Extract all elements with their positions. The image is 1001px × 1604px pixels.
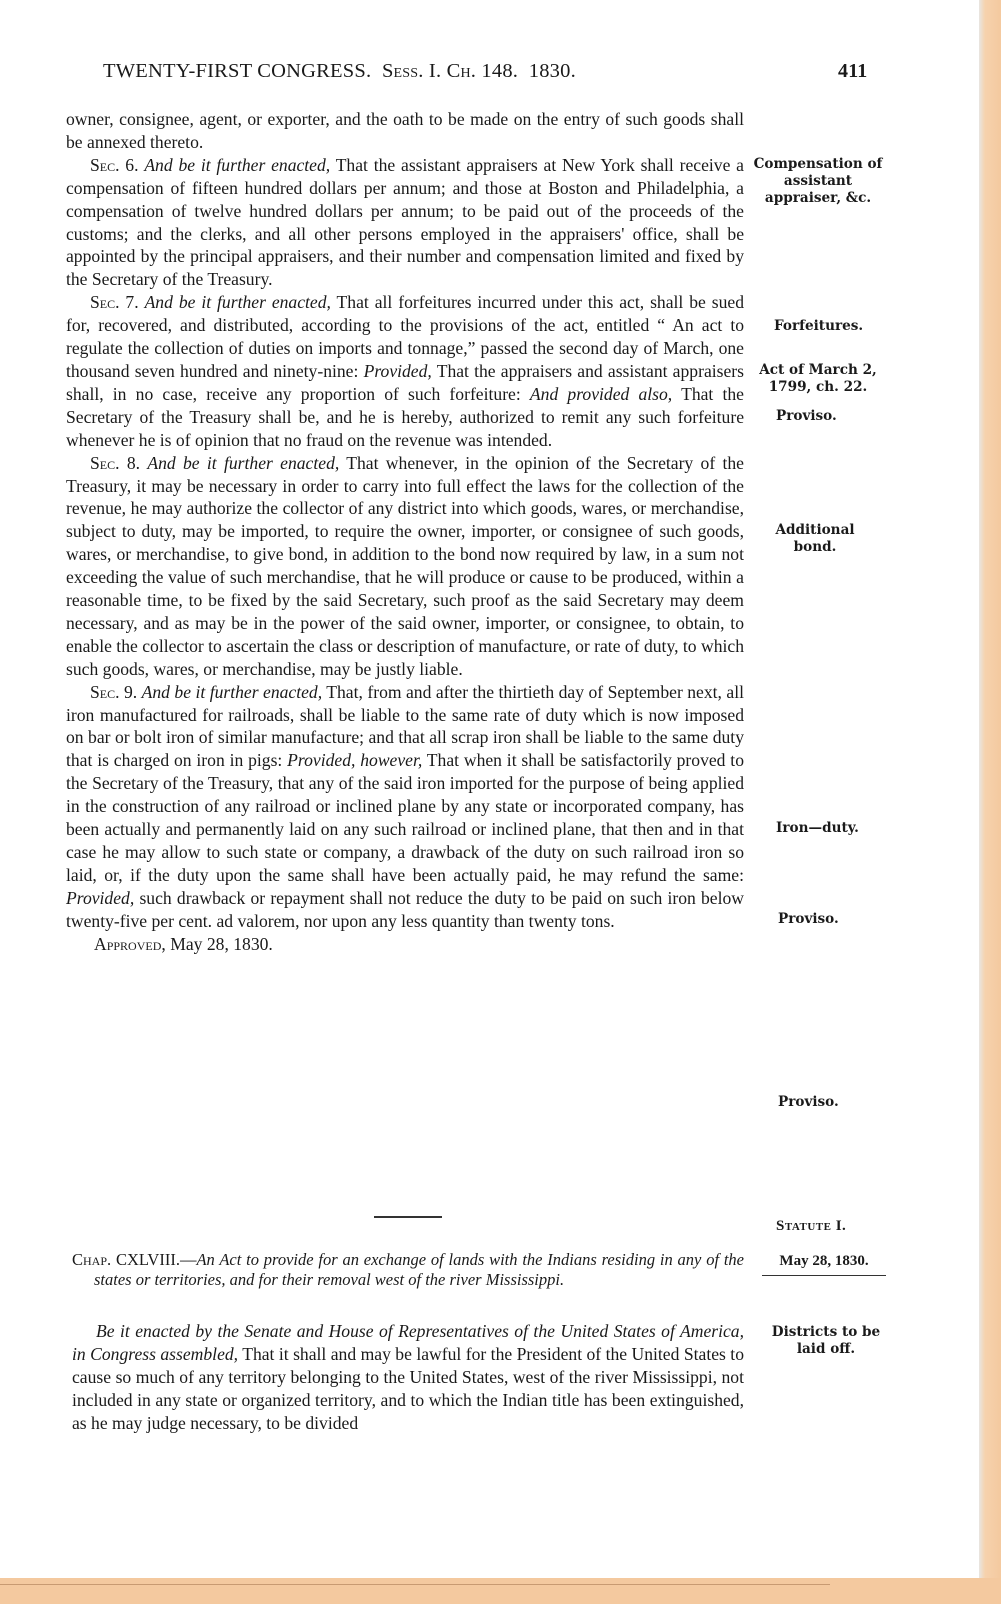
page-number: 411: [838, 60, 868, 82]
header-year: 1830.: [528, 60, 576, 82]
enacting-phrase: And be it further enacted,: [144, 292, 331, 313]
chapter-heading: [72, 1250, 744, 1290]
section-text: That whenever, in the opinion of the Secretary of the Treasury, it may be necessary in order to carry into full effect the laws for the collection of the revenue, he may authorize the collector of any district into which goods, wares, or merchandise, subject to duty, may be imported, to require the owner, importer, or consignee of such goods, wares, or merchandise, to give bond, in addition to the bond now required by law, in a sum not exceeding the value of such merchandise, that he will produce or cause to be produced, within a reasonable time, to be fixed by the said Secretary, such proof as the said Secretary may deem necessary, and as may be in the power of the said owner, importer, or consignee, to obtain, to enable the collector to ascertain the class or description of manufacture, or rate of duty, to which such goods, wares, or merchandise, may be justly liable.: [66, 452, 744, 679]
enacting-clause: Be it enacted by the Senate and House of Representatives of the United States of America, in Congress assembled,: [72, 1321, 744, 1364]
margin-note-compensation: Compensation of assistant appraiser, &c.: [753, 156, 883, 206]
page-edge-right: [979, 0, 1001, 1604]
statute-date: May 28, 1830.: [762, 1253, 886, 1276]
margin-note-additional-bond: Additional bond.: [775, 522, 855, 555]
running-header: [103, 60, 893, 88]
section-text: That the assistant appraisers at New York shall receive a compensation of fifteen hundred dollars per annum; and those at Boston and Philadelphia, a compensation of twelve hundred dollars per annum; to be paid out of the proceeds of the customs; and the clerks, and all other persons employed in the appraisers' office, shall be appointed by the principal appraisers, and their number and compensation limited and fixed by the Secretary of the Treasury.: [66, 154, 744, 290]
chapter-enactment: [72, 1320, 744, 1435]
approved-date: May 28, 1830.: [170, 933, 273, 954]
chapter-title-text: An Act to provide for an exchange of lands with the Indians residing in any of the states or territories, and for their removal west of the river Mississippi.: [94, 1250, 744, 1289]
margin-note-proviso: Proviso.: [776, 408, 837, 424]
margin-note-proviso: Proviso.: [778, 911, 839, 927]
proviso-phrase: Provided,: [66, 887, 135, 908]
chapter-label: Chap. CXLVIII.—: [72, 1250, 197, 1269]
enactment-paragraph: [72, 1320, 744, 1435]
section-label: Sec. 6.: [90, 154, 139, 175]
enacting-phrase: And be it further enacted,: [144, 154, 331, 175]
approval-line: [94, 933, 744, 956]
paragraph-continuation: owner, consignee, agent, or exporter, and the oath to be made on the entry of such goods shall be annexed thereto.: [66, 109, 744, 152]
enacting-phrase: And be it further enacted,: [141, 681, 323, 702]
section-text: That all forfeitures incurred under this act, shall be sued for, recovered, and distributed, according to the provisions of the act, entitled “ An act to regulate the collection of duties on imports and tonnage,” passed the second day of March, one thousand seven hundred and ninety-nine:: [66, 292, 744, 381]
statute-label: Statute I.: [776, 1218, 847, 1234]
proviso-phrase: Provided,: [363, 360, 432, 381]
section-7: [66, 291, 744, 451]
statute-body: [66, 108, 744, 956]
margin-note-districts: Districts to be laid off.: [771, 1324, 881, 1357]
page-edge-bottom: [0, 1578, 1001, 1604]
margin-note-act-of-march: Act of March 2, 1799, ch. 22.: [759, 362, 877, 395]
section-9: [66, 681, 744, 933]
section-text: That when it shall be satisfactorily proved to the Secretary of the Treasury, that any of the said iron imported for the purpose of being applied in the construction of any railroad or inclined plane by any state or incorporated company, has been actually and permanently laid on any such railroad or inclined plane, that then and in that case he may allow to such state or company, a drawback of the duty on such railroad iron so laid, or, if the duty upon the same shall have been actually paid, he may refund the same:: [66, 750, 744, 885]
header-session: Sess. I. Ch. 148.: [381, 60, 519, 82]
section-divider: [374, 1216, 442, 1218]
section-label: Sec. 7.: [90, 292, 139, 313]
section-6: [66, 154, 744, 291]
section-text: such drawback or repayment shall not reduce the duty to be paid on such iron below twenty-five per cent. ad valorem, nor upon any less quantity than twenty tons.: [66, 887, 745, 931]
section-8: [66, 452, 744, 681]
section-label: Sec. 9.: [90, 681, 138, 702]
section-label: Sec. 8.: [90, 452, 141, 473]
header-congress: TWENTY-FIRST CONGRESS.: [103, 60, 372, 82]
section-text: That, from and after the thirtieth day of September next, all iron manufactured for railroads, shall be liable to the same rate of duty which is now imposed on bar or bolt iron of similar manufacture; and that all scrap iron shall be liable to the same duty that is charged on iron in pigs:: [66, 681, 744, 771]
enactment-text: That it shall and may be lawful for the President of the United States to cause so much of any territory belonging to the United States, west of the river Mississippi, not included in any state or organized territory, and to which the Indian title has been extinguished, as he may judge necessary, to be divided: [72, 1343, 744, 1433]
margin-note-iron-duty: Iron—duty.: [776, 820, 859, 836]
approved-label: Approved,: [94, 933, 166, 954]
proviso-phrase: Provided, however,: [287, 750, 423, 771]
margin-note-proviso: Proviso.: [778, 1094, 839, 1110]
section-text: That the Secretary of the Treasury shall be, and he is hereby, authorized to remit any such forfeiture whenever he is of opinion that no fraud on the revenue was intended.: [66, 383, 744, 450]
edge-rule: [0, 1584, 830, 1585]
proviso-phrase: And provided also,: [529, 383, 673, 404]
header-title: [103, 60, 576, 83]
section-text: That the appraisers and assistant appraisers shall, in no case, receive any proportion of such forfeiture:: [66, 360, 745, 404]
enacting-phrase: And be it further enacted,: [147, 452, 340, 473]
margin-note-forfeitures: Forfeitures.: [774, 318, 864, 334]
chapter-title: [72, 1250, 744, 1290]
